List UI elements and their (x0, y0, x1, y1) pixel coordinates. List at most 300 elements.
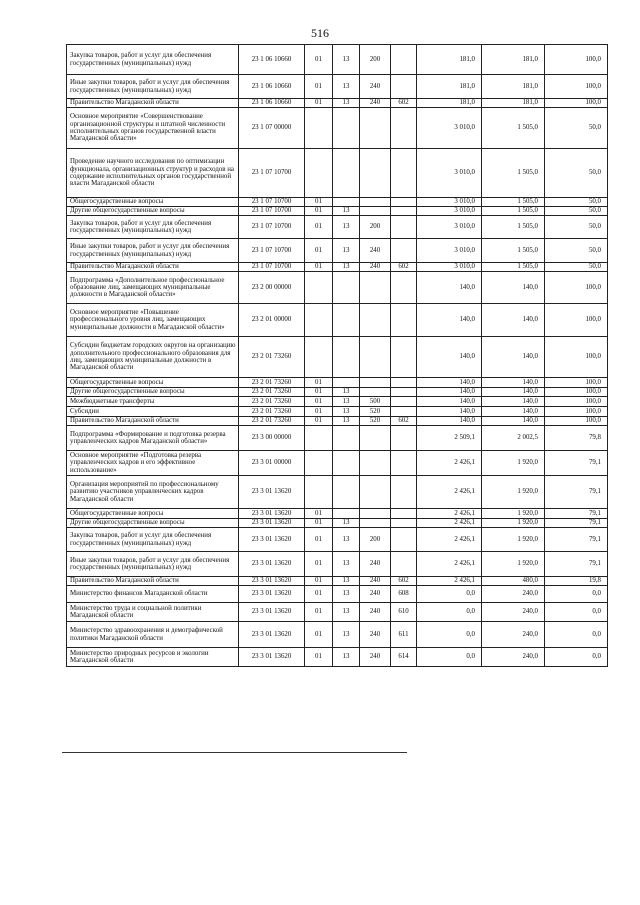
execution-percent: 100,0 (545, 45, 608, 75)
table-row (67, 622, 608, 648)
row-name: Иные закупки товаров, работ и услуг для обеспечения государственных (муниципальных) нужд (67, 239, 239, 263)
table-row (67, 216, 608, 239)
footer-divider (62, 752, 407, 753)
expense-type-code (360, 304, 391, 337)
row-name: Закупка товаров, работ и услуг для обеспечения государственных (муниципальных) нужд (67, 45, 239, 75)
target-code: 23 2 01 73260 (239, 417, 305, 426)
row-name: Другие общегосударственные вопросы (67, 519, 239, 528)
actual-amount: 140,0 (482, 272, 545, 304)
section-code: 01 (305, 417, 333, 426)
row-name: Основное мероприятие «Повышение профессионального уровня лиц, замещающих муниципальные должности в Магаданской области» (67, 304, 239, 337)
section-code (305, 149, 333, 198)
section-code (305, 337, 333, 378)
section-code: 01 (305, 99, 333, 108)
administrator-code: 602 (391, 417, 417, 426)
table-row (67, 272, 608, 304)
administrator-code (391, 198, 417, 207)
section-code: 01 (305, 45, 333, 75)
execution-percent: 100,0 (545, 75, 608, 99)
expense-type-code (360, 509, 391, 519)
expense-type-code: 240 (360, 239, 391, 263)
subsection-code (333, 272, 360, 304)
section-code: 01 (305, 239, 333, 263)
planned-amount: 140,0 (417, 378, 482, 388)
planned-amount: 0,0 (417, 622, 482, 648)
administrator-code (391, 388, 417, 397)
row-name: Субсидии (67, 407, 239, 417)
administrator-code (391, 528, 417, 552)
row-name: Правительство Магаданской области (67, 577, 239, 586)
planned-amount: 140,0 (417, 417, 482, 426)
execution-percent: 79,8 (545, 426, 608, 451)
planned-amount: 2 509,1 (417, 426, 482, 451)
table-row (67, 426, 608, 451)
expense-type-code: 240 (360, 622, 391, 648)
expense-type-code: 240 (360, 99, 391, 108)
table-row (67, 108, 608, 149)
table-row (67, 577, 608, 586)
actual-amount: 1 920,0 (482, 509, 545, 519)
section-code: 01 (305, 552, 333, 577)
table-row (67, 378, 608, 388)
planned-amount: 0,0 (417, 586, 482, 603)
subsection-code: 13 (333, 388, 360, 397)
section-code (305, 272, 333, 304)
execution-percent: 79,1 (545, 451, 608, 476)
execution-percent: 100,0 (545, 407, 608, 417)
section-code: 01 (305, 509, 333, 519)
actual-amount: 240,0 (482, 586, 545, 603)
actual-amount: 181,0 (482, 75, 545, 99)
section-code: 01 (305, 519, 333, 528)
target-code: 23 3 01 13620 (239, 577, 305, 586)
execution-percent: 100,0 (545, 417, 608, 426)
administrator-code (391, 426, 417, 451)
target-code: 23 2 01 73260 (239, 407, 305, 417)
row-name: Общегосударственные вопросы (67, 378, 239, 388)
subsection-code (333, 337, 360, 378)
table-row (67, 388, 608, 397)
subsection-code: 13 (333, 45, 360, 75)
actual-amount: 240,0 (482, 603, 545, 622)
target-code: 23 3 01 13620 (239, 509, 305, 519)
target-code: 23 2 00 00000 (239, 272, 305, 304)
planned-amount: 3 010,0 (417, 239, 482, 263)
target-code: 23 3 00 00000 (239, 426, 305, 451)
target-code: 23 2 01 73260 (239, 378, 305, 388)
execution-percent: 50,0 (545, 149, 608, 198)
planned-amount: 0,0 (417, 603, 482, 622)
actual-amount: 480,0 (482, 577, 545, 586)
target-code: 23 1 07 10700 (239, 198, 305, 207)
subsection-code: 13 (333, 397, 360, 407)
administrator-code (391, 149, 417, 198)
execution-percent: 100,0 (545, 99, 608, 108)
row-name: Проведение научного исследования по оптимизации функционала, организационных структур и расходов на содержание исполнительных органов государственной власти Магаданской области (67, 149, 239, 198)
administrator-code (391, 397, 417, 407)
expense-type-code (360, 337, 391, 378)
row-name: Другие общегосударственные вопросы (67, 207, 239, 216)
section-code (305, 476, 333, 509)
table-row (67, 509, 608, 519)
subsection-code (333, 304, 360, 337)
table-row (67, 207, 608, 216)
section-code: 01 (305, 648, 333, 667)
budget-table (66, 44, 608, 667)
planned-amount: 3 010,0 (417, 216, 482, 239)
execution-percent: 50,0 (545, 239, 608, 263)
actual-amount: 1 505,0 (482, 198, 545, 207)
section-code: 01 (305, 397, 333, 407)
table-row (67, 45, 608, 75)
subsection-code (333, 378, 360, 388)
subsection-code: 13 (333, 519, 360, 528)
execution-percent: 0,0 (545, 622, 608, 648)
expense-type-code (360, 198, 391, 207)
target-code: 23 3 01 13620 (239, 586, 305, 603)
table-row (67, 586, 608, 603)
administrator-code (391, 45, 417, 75)
table-row (67, 337, 608, 378)
administrator-code (391, 476, 417, 509)
target-code: 23 1 06 10660 (239, 45, 305, 75)
table-row (67, 603, 608, 622)
table-row (67, 451, 608, 476)
target-code: 23 1 07 10700 (239, 239, 305, 263)
row-name: Закупка товаров, работ и услуг для обеспечения государственных (муниципальных) нужд (67, 216, 239, 239)
section-code: 01 (305, 388, 333, 397)
row-name: Другие общегосударственные вопросы (67, 388, 239, 397)
row-name: Правительство Магаданской области (67, 263, 239, 272)
subsection-code: 13 (333, 263, 360, 272)
actual-amount: 240,0 (482, 622, 545, 648)
administrator-code (391, 108, 417, 149)
row-name: Субсидии бюджетам городских округов на организацию дополнительного профессионального образования для лиц, замещающих муниципальные должности в Магаданской области (67, 337, 239, 378)
execution-percent: 79,1 (545, 509, 608, 519)
planned-amount: 3 010,0 (417, 108, 482, 149)
administrator-code: 614 (391, 648, 417, 667)
actual-amount: 1 920,0 (482, 528, 545, 552)
table-body (67, 45, 608, 667)
administrator-code (391, 509, 417, 519)
execution-percent: 50,0 (545, 263, 608, 272)
row-name: Основное мероприятие «Подготовка резерва управленческих кадров и его эффективное использование» (67, 451, 239, 476)
row-name: Межбюджетные трансферты (67, 397, 239, 407)
expense-type-code (360, 426, 391, 451)
execution-percent: 50,0 (545, 216, 608, 239)
target-code: 23 2 01 73260 (239, 388, 305, 397)
administrator-code: 611 (391, 622, 417, 648)
planned-amount: 140,0 (417, 407, 482, 417)
table-row (67, 528, 608, 552)
table-row (67, 304, 608, 337)
subsection-code: 13 (333, 586, 360, 603)
subsection-code: 13 (333, 552, 360, 577)
execution-percent: 100,0 (545, 337, 608, 378)
table-row (67, 149, 608, 198)
table-row (67, 417, 608, 426)
planned-amount: 2 426,1 (417, 552, 482, 577)
administrator-code (391, 519, 417, 528)
execution-percent: 100,0 (545, 397, 608, 407)
expense-type-code (360, 476, 391, 509)
execution-percent: 100,0 (545, 378, 608, 388)
row-name: Правительство Магаданской области (67, 417, 239, 426)
subsection-code: 13 (333, 207, 360, 216)
administrator-code: 602 (391, 577, 417, 586)
row-name: Иные закупки товаров, работ и услуг для обеспечения государственных (муниципальных) нужд (67, 75, 239, 99)
actual-amount: 1 920,0 (482, 476, 545, 509)
subsection-code (333, 451, 360, 476)
expense-type-code: 240 (360, 552, 391, 577)
row-name: Общегосударственные вопросы (67, 198, 239, 207)
target-code: 23 3 01 13620 (239, 476, 305, 509)
table-row (67, 239, 608, 263)
administrator-code (391, 552, 417, 577)
planned-amount: 181,0 (417, 99, 482, 108)
section-code: 01 (305, 586, 333, 603)
row-name: Министерство здравоохранения и демографической политики Магаданской области (67, 622, 239, 648)
target-code: 23 1 07 10700 (239, 263, 305, 272)
administrator-code (391, 272, 417, 304)
target-code: 23 2 01 00000 (239, 304, 305, 337)
expense-type-code: 240 (360, 75, 391, 99)
section-code: 01 (305, 407, 333, 417)
actual-amount: 140,0 (482, 417, 545, 426)
planned-amount: 2 426,1 (417, 577, 482, 586)
target-code: 23 2 01 73260 (239, 397, 305, 407)
expense-type-code: 200 (360, 216, 391, 239)
subsection-code: 13 (333, 528, 360, 552)
target-code: 23 1 07 10700 (239, 216, 305, 239)
planned-amount: 2 426,1 (417, 451, 482, 476)
planned-amount: 3 010,0 (417, 198, 482, 207)
actual-amount: 1 505,0 (482, 207, 545, 216)
actual-amount: 140,0 (482, 337, 545, 378)
actual-amount: 140,0 (482, 304, 545, 337)
section-code: 01 (305, 263, 333, 272)
administrator-code (391, 207, 417, 216)
table-row (67, 476, 608, 509)
actual-amount: 140,0 (482, 397, 545, 407)
subsection-code: 13 (333, 603, 360, 622)
planned-amount: 140,0 (417, 388, 482, 397)
table-row (67, 552, 608, 577)
section-code: 01 (305, 207, 333, 216)
subsection-code (333, 426, 360, 451)
subsection-code: 13 (333, 99, 360, 108)
subsection-code: 13 (333, 577, 360, 586)
planned-amount: 181,0 (417, 45, 482, 75)
expense-type-code (360, 272, 391, 304)
planned-amount: 3 010,0 (417, 149, 482, 198)
target-code: 23 3 01 00000 (239, 451, 305, 476)
subsection-code: 13 (333, 407, 360, 417)
actual-amount: 240,0 (482, 648, 545, 667)
planned-amount: 140,0 (417, 304, 482, 337)
actual-amount: 1 505,0 (482, 108, 545, 149)
expense-type-code: 200 (360, 528, 391, 552)
planned-amount: 140,0 (417, 397, 482, 407)
administrator-code (391, 75, 417, 99)
actual-amount: 140,0 (482, 378, 545, 388)
row-name: Общегосударственные вопросы (67, 509, 239, 519)
row-name: Организация мероприятий по профессиональному развитию участников управленческих кадров Магаданской области (67, 476, 239, 509)
section-code: 01 (305, 378, 333, 388)
execution-percent: 100,0 (545, 388, 608, 397)
execution-percent: 19,8 (545, 577, 608, 586)
execution-percent: 79,1 (545, 528, 608, 552)
expense-type-code (360, 108, 391, 149)
subsection-code (333, 108, 360, 149)
target-code: 23 3 01 13620 (239, 552, 305, 577)
execution-percent: 50,0 (545, 207, 608, 216)
table-row (67, 519, 608, 528)
expense-type-code (360, 378, 391, 388)
planned-amount: 0,0 (417, 648, 482, 667)
row-name: Подпрограмма «Формирование и подготовка резерва управленческих кадров Магаданской области» (67, 426, 239, 451)
planned-amount: 3 010,0 (417, 263, 482, 272)
administrator-code: 602 (391, 263, 417, 272)
table-row (67, 75, 608, 99)
execution-percent: 50,0 (545, 198, 608, 207)
section-code: 01 (305, 75, 333, 99)
row-name: Министерство труда и социальной политики Магаданской области (67, 603, 239, 622)
planned-amount: 2 426,1 (417, 528, 482, 552)
execution-percent: 0,0 (545, 586, 608, 603)
expense-type-code: 240 (360, 263, 391, 272)
row-name: Министерство финансов Магаданской области (67, 586, 239, 603)
expense-type-code: 240 (360, 586, 391, 603)
actual-amount: 1 505,0 (482, 263, 545, 272)
expense-type-code: 240 (360, 648, 391, 667)
target-code: 23 3 01 13620 (239, 519, 305, 528)
subsection-code: 13 (333, 75, 360, 99)
expense-type-code: 520 (360, 407, 391, 417)
actual-amount: 1 505,0 (482, 149, 545, 198)
actual-amount: 1 920,0 (482, 552, 545, 577)
row-name: Иные закупки товаров, работ и услуг для обеспечения государственных (муниципальных) нужд (67, 552, 239, 577)
subsection-code (333, 198, 360, 207)
planned-amount: 181,0 (417, 75, 482, 99)
expense-type-code (360, 207, 391, 216)
row-name: Подпрограмма «Дополнительное профессиональное образование лиц, замещающих муниципальные должности в Магаданской области» (67, 272, 239, 304)
expense-type-code: 200 (360, 45, 391, 75)
execution-percent: 50,0 (545, 108, 608, 149)
table-row (67, 263, 608, 272)
administrator-code (391, 337, 417, 378)
planned-amount: 2 426,1 (417, 519, 482, 528)
planned-amount: 2 426,1 (417, 476, 482, 509)
actual-amount: 140,0 (482, 388, 545, 397)
administrator-code (391, 407, 417, 417)
subsection-code: 13 (333, 216, 360, 239)
target-code: 23 2 01 73260 (239, 337, 305, 378)
expense-type-code (360, 519, 391, 528)
target-code: 23 1 07 10700 (239, 149, 305, 198)
actual-amount: 181,0 (482, 99, 545, 108)
subsection-code: 13 (333, 239, 360, 263)
table-row (67, 198, 608, 207)
subsection-code (333, 476, 360, 509)
administrator-code (391, 378, 417, 388)
administrator-code (391, 451, 417, 476)
table-row (67, 648, 608, 667)
actual-amount: 1 920,0 (482, 451, 545, 476)
expense-type-code (360, 388, 391, 397)
administrator-code: 608 (391, 586, 417, 603)
row-name: Правительство Магаданской области (67, 99, 239, 108)
expense-type-code: 240 (360, 577, 391, 586)
actual-amount: 1 505,0 (482, 239, 545, 263)
execution-percent: 100,0 (545, 304, 608, 337)
target-code: 23 1 06 10660 (239, 75, 305, 99)
administrator-code (391, 239, 417, 263)
actual-amount: 181,0 (482, 45, 545, 75)
planned-amount: 3 010,0 (417, 207, 482, 216)
section-code (305, 451, 333, 476)
page-number: 516 (311, 26, 329, 40)
actual-amount: 2 002,5 (482, 426, 545, 451)
planned-amount: 140,0 (417, 337, 482, 378)
table-row (67, 99, 608, 108)
expense-type-code: 500 (360, 397, 391, 407)
expense-type-code: 520 (360, 417, 391, 426)
administrator-code: 610 (391, 603, 417, 622)
planned-amount: 140,0 (417, 272, 482, 304)
administrator-code (391, 304, 417, 337)
subsection-code (333, 509, 360, 519)
execution-percent: 0,0 (545, 603, 608, 622)
section-code (305, 304, 333, 337)
execution-percent: 79,1 (545, 476, 608, 509)
table-row (67, 397, 608, 407)
administrator-code (391, 216, 417, 239)
section-code: 01 (305, 528, 333, 552)
target-code: 23 3 01 13620 (239, 648, 305, 667)
table-row (67, 407, 608, 417)
execution-percent: 100,0 (545, 272, 608, 304)
target-code: 23 3 01 13620 (239, 603, 305, 622)
target-code: 23 3 01 13620 (239, 528, 305, 552)
actual-amount: 140,0 (482, 407, 545, 417)
row-name: Основное мероприятие «Совершенствование организационной структуры и штатной численности исполнительных органов государственной власти Магаданской области» (67, 108, 239, 149)
target-code: 23 1 07 00000 (239, 108, 305, 149)
subsection-code: 13 (333, 417, 360, 426)
execution-percent: 0,0 (545, 648, 608, 667)
expense-type-code: 240 (360, 603, 391, 622)
actual-amount: 1 920,0 (482, 519, 545, 528)
section-code (305, 108, 333, 149)
expense-type-code (360, 451, 391, 476)
execution-percent: 79,1 (545, 552, 608, 577)
section-code (305, 426, 333, 451)
section-code: 01 (305, 622, 333, 648)
row-name: Министерство природных ресурсов и экологии Магаданской области (67, 648, 239, 667)
section-code: 01 (305, 603, 333, 622)
section-code: 01 (305, 198, 333, 207)
row-name: Закупка товаров, работ и услуг для обеспечения государственных (муниципальных) нужд (67, 528, 239, 552)
planned-amount: 2 426,1 (417, 509, 482, 519)
expense-type-code (360, 149, 391, 198)
target-code: 23 3 01 13620 (239, 622, 305, 648)
actual-amount: 1 505,0 (482, 216, 545, 239)
subsection-code: 13 (333, 648, 360, 667)
administrator-code: 602 (391, 99, 417, 108)
subsection-code: 13 (333, 622, 360, 648)
execution-percent: 79,1 (545, 519, 608, 528)
section-code: 01 (305, 577, 333, 586)
